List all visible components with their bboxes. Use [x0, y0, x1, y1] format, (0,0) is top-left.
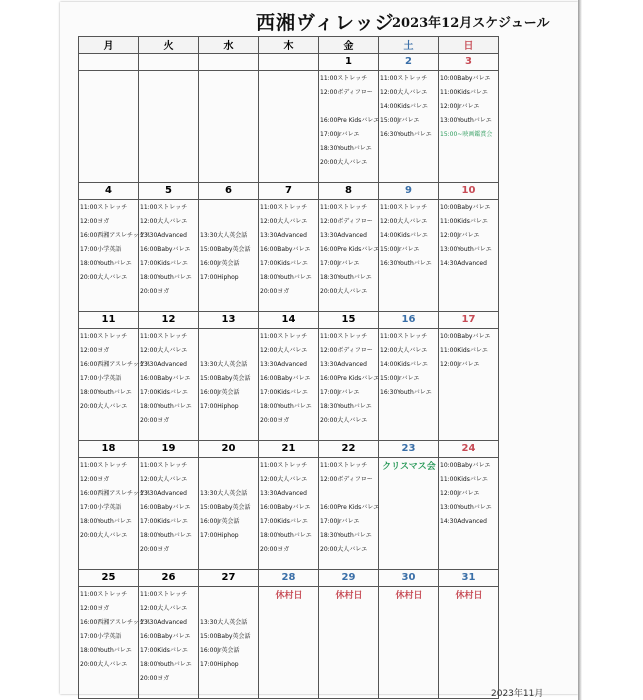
day-cell-23: [379, 458, 439, 570]
event-entry: 18:30Youthバレエ: [320, 403, 372, 410]
event-entry: 17:00小学英語: [80, 375, 122, 382]
event-entry: 16:00Babyバレエ: [140, 633, 191, 640]
day-number: 4: [79, 183, 139, 200]
event-entry: 12:00ボディフロー: [320, 89, 373, 96]
weekday-wed: 水: [199, 37, 259, 54]
day-cell-21: [259, 458, 319, 570]
event-entry: 16:00Pre Kidsバレエ: [320, 504, 380, 511]
event-entry: 13:30大人英会話: [200, 361, 248, 368]
day-cell-22: [319, 458, 379, 570]
event-entry: 16:00Babyバレエ: [260, 246, 311, 253]
day-cell-11: [79, 329, 151, 441]
day-events: [319, 458, 378, 569]
day-events: [439, 458, 498, 569]
event-entry: 20:00ヨガ: [260, 417, 290, 424]
day-cell-2: [379, 71, 439, 183]
event-entry: 16:00Babyバレエ: [140, 375, 191, 382]
day-number: [139, 54, 199, 71]
event-entry: 20:00ヨガ: [140, 417, 170, 424]
day-number: [79, 54, 139, 71]
event-entry: 16:00Pre Kidsバレエ: [320, 375, 380, 382]
day-number: 27: [199, 570, 259, 587]
event-entry: 16:30Youthバレエ: [380, 389, 432, 396]
event-entry: 12:00大人バレエ: [260, 347, 308, 354]
event-entry: 11:00Kidsバレエ: [440, 218, 488, 225]
event-entry: 11:00ストレッチ: [140, 204, 188, 211]
day-cell-8: [319, 200, 379, 312]
day-number: 30: [379, 570, 439, 587]
footer-date: 2023年11月: [491, 689, 544, 699]
weekday-thu: 木: [259, 37, 319, 54]
event-entry: 15:00~映画鑑賞会: [440, 131, 493, 138]
event-entry: 13:30Advanced: [140, 232, 187, 239]
event-entry: 18:00Youthバレエ: [260, 274, 312, 281]
day-events: [319, 71, 378, 182]
day-number: 26: [139, 570, 199, 587]
event-entry: 12:00大人バレエ: [380, 218, 428, 225]
day-cell-25: [79, 587, 151, 699]
event-entry: 20:00大人バレエ: [320, 288, 368, 295]
day-cell-13: [199, 329, 259, 441]
closed-day-label: 休村日: [335, 591, 363, 601]
event-entry: 15:00Baby英会話: [200, 375, 251, 382]
event-entry: [200, 473, 258, 487]
event-entry: 15:00Baby英会話: [200, 246, 251, 253]
event-entry: 11:00ストレッチ: [260, 204, 308, 211]
event-entry: 13:00Youthバレエ: [440, 246, 492, 253]
event-entry: 18:30Youthバレエ: [320, 145, 372, 152]
day-cell-14: [259, 329, 319, 441]
day-number: 5: [139, 183, 199, 200]
day-cell-1: [319, 71, 379, 183]
day-events: [379, 458, 438, 569]
day-cell-19: [139, 458, 199, 570]
event-entry: 17:00Jrバレエ: [320, 389, 360, 396]
event-entry: 18:00Youthバレエ: [80, 260, 132, 267]
day-cell-17: [439, 329, 499, 441]
event-entry: 17:00Kidsバレエ: [140, 260, 188, 267]
event-entry: 20:00ヨガ: [140, 675, 170, 682]
day-number: 10: [439, 183, 499, 200]
day-cell-16: [379, 329, 439, 441]
event-entry: 12:00大人バレエ: [140, 476, 188, 483]
event-entry: 18:00Youthバレエ: [140, 532, 192, 539]
day-cell-5: [139, 200, 199, 312]
week-0-events-row: [79, 71, 499, 183]
day-cell-9: [379, 200, 439, 312]
event-entry: 16:00西湘アスレチックス: [80, 361, 151, 368]
event-entry: 11:00ストレッチ: [380, 75, 428, 82]
event-entry: 17:00Kidsバレエ: [140, 647, 188, 654]
day-events: [379, 587, 438, 698]
day-cell-30: [379, 587, 439, 699]
day-number: 14: [259, 312, 319, 329]
event-entry: 13:30Advanced: [320, 232, 367, 239]
event-entry: 11:00ストレッチ: [320, 333, 368, 340]
day-events: [319, 329, 378, 440]
day-events: [199, 71, 258, 182]
day-number: [259, 54, 319, 71]
day-number: 19: [139, 441, 199, 458]
event-entry: 13:30Advanced: [140, 490, 187, 497]
event-entry: 12:00大人バレエ: [140, 605, 188, 612]
calendar-body: [79, 54, 499, 699]
paper-edge-shadow: [578, 0, 582, 700]
event-entry: 16:00Babyバレエ: [260, 504, 311, 511]
event-entry: [200, 344, 258, 358]
event-entry: 17:00小学英語: [80, 504, 122, 511]
day-cell-3: [439, 71, 499, 183]
event-entry: 20:00大人バレエ: [80, 274, 128, 281]
event-entry: 13:30Advanced: [260, 361, 307, 368]
event-entry: 17:00小学英語: [80, 246, 122, 253]
day-cell-20: [199, 458, 259, 570]
event-entry: 11:00Kidsバレエ: [440, 476, 488, 483]
day-number: 9: [379, 183, 439, 200]
event-entry: 17:00Jrバレエ: [320, 260, 360, 267]
event-entry: 17:00Kidsバレエ: [260, 260, 308, 267]
day-events: [379, 200, 438, 311]
day-cell-27: [199, 587, 259, 699]
event-entry: 17:00小学英語: [80, 633, 122, 640]
day-events: [139, 200, 198, 311]
day-number: 15: [319, 312, 379, 329]
event-entry: 11:00ストレッチ: [320, 204, 368, 211]
event-entry: 20:00ヨガ: [140, 546, 170, 553]
event-entry: 11:00ストレッチ: [140, 462, 188, 469]
day-cell-15: [319, 329, 379, 441]
event-entry: 16:00Jr英会話: [200, 647, 240, 654]
event-entry: 18:00Youthバレエ: [260, 403, 312, 410]
event-entry: 10:00Babyバレエ: [440, 75, 491, 82]
event-entry: 12:00Jrバレエ: [440, 103, 480, 110]
day-events: [439, 200, 498, 311]
event-entry: 18:30Youthバレエ: [320, 274, 372, 281]
day-number: 16: [379, 312, 439, 329]
event-entry: 13:30Advanced: [140, 619, 187, 626]
event-entry: 13:30Advanced: [260, 490, 307, 497]
day-number: 21: [259, 441, 319, 458]
day-events: [139, 329, 198, 440]
event-entry: 16:00西湘アスレチックス: [80, 232, 151, 239]
event-entry: 12:00大人バレエ: [140, 347, 188, 354]
event-entry: 16:00Babyバレエ: [260, 375, 311, 382]
day-cell-12: [139, 329, 199, 441]
day-cell-7: [259, 200, 319, 312]
day-events: [439, 329, 498, 440]
event-entry: 11:00ストレッチ: [380, 333, 428, 340]
day-events: [139, 458, 198, 569]
day-number: [199, 54, 259, 71]
day-cell-empty: [199, 71, 259, 183]
event-entry: 15:00Jrバレエ: [380, 246, 420, 253]
event-entry: 20:00大人バレエ: [80, 403, 128, 410]
event-entry: 12:00ボディフロー: [320, 347, 373, 354]
event-entry: 17:00Jrバレエ: [320, 518, 360, 525]
event-entry: 16:00Babyバレエ: [140, 246, 191, 253]
event-entry: 16:00Jr英会話: [200, 518, 240, 525]
event-entry: 16:00Jr英会話: [200, 389, 240, 396]
day-cell-24: [439, 458, 499, 570]
day-cell-10: [439, 200, 499, 312]
event-entry: 12:00ヨガ: [80, 218, 110, 225]
event-entry: 11:00ストレッチ: [380, 204, 428, 211]
event-entry: 11:00ストレッチ: [80, 204, 128, 211]
event-entry: 11:00ストレッチ: [140, 591, 188, 598]
day-events: [319, 587, 378, 698]
event-entry: 14:30Advanced: [440, 260, 487, 267]
event-entry: 20:00大人バレエ: [80, 661, 128, 668]
event-entry: 18:00Youthバレエ: [140, 274, 192, 281]
day-events: [199, 587, 258, 698]
day-events: [199, 458, 258, 569]
event-entry: 13:30Advanced: [140, 361, 187, 368]
event-entry: 11:00ストレッチ: [320, 75, 368, 82]
weekday-header-row: [79, 37, 499, 54]
day-cell-28: [259, 587, 319, 699]
event-entry: 16:00Jr英会話: [200, 260, 240, 267]
day-number: 2: [379, 54, 439, 71]
event-entry: 16:00西湘アスレチックス: [80, 490, 151, 497]
event-entry: 10:00Babyバレエ: [440, 204, 491, 211]
event-entry: 13:30大人英会話: [200, 232, 248, 239]
event-entry: 14:00Kidsバレエ: [380, 103, 428, 110]
page-subtitle: 2023年12月スケジュール: [392, 16, 550, 31]
day-events: [139, 587, 198, 698]
event-entry: 13:30大人英会話: [200, 619, 248, 626]
event-entry: 20:00大人バレエ: [80, 532, 128, 539]
event-entry: 12:00大人バレエ: [260, 476, 308, 483]
day-number: 13: [199, 312, 259, 329]
weekday-tue: 火: [139, 37, 199, 54]
closed-day-label: 休村日: [275, 591, 303, 601]
event-entry: 16:00西湘アスレチックス: [80, 619, 151, 626]
day-cell-29: [319, 587, 379, 699]
event-entry: 18:00Youthバレエ: [140, 661, 192, 668]
day-number: 18: [79, 441, 139, 458]
event-entry: 15:00Jrバレエ: [380, 117, 420, 124]
day-events: [139, 71, 198, 182]
day-number: 25: [79, 570, 139, 587]
event-entry: 12:00ヨガ: [80, 605, 110, 612]
event-entry: 14:00Kidsバレエ: [380, 232, 428, 239]
event-entry: 17:00Jrバレエ: [320, 131, 360, 138]
event-entry: 16:00Pre Kidsバレエ: [320, 117, 380, 124]
day-cell-31: [439, 587, 499, 699]
day-cell-empty: [259, 71, 319, 183]
day-events: [79, 458, 151, 569]
event-entry: 18:00Youthバレエ: [80, 389, 132, 396]
event-entry: 16:00Pre Kidsバレエ: [320, 246, 380, 253]
event-entry: 11:00Kidsバレエ: [440, 347, 488, 354]
weekday-sat: 土: [379, 37, 439, 54]
day-events: [79, 71, 138, 182]
event-entry: 13:00Youthバレエ: [440, 504, 492, 511]
day-cell-18: [79, 458, 151, 570]
event-entry: 20:00大人バレエ: [320, 159, 368, 166]
event-entry: 11:00ストレッチ: [140, 333, 188, 340]
event-entry: 13:00Youthバレエ: [440, 117, 492, 124]
day-events: [199, 200, 258, 311]
event-entry: 13:30大人英会話: [200, 490, 248, 497]
day-cell-26: [139, 587, 199, 699]
day-events: [199, 329, 258, 440]
day-number: 6: [199, 183, 259, 200]
day-events: [259, 200, 318, 311]
event-entry: [320, 100, 378, 114]
event-entry: 13:30Advanced: [260, 232, 307, 239]
event-entry: [200, 201, 258, 215]
event-entry: 11:00ストレッチ: [260, 333, 308, 340]
day-number: 3: [439, 54, 499, 71]
event-entry: 17:00Hiphop: [200, 532, 239, 539]
event-entry: 12:00Jrバレエ: [440, 232, 480, 239]
day-cell-6: [199, 200, 259, 312]
event-entry: 16:00Babyバレエ: [140, 504, 191, 511]
event-entry: 12:00大人バレエ: [380, 347, 428, 354]
event-entry: 18:00Youthバレエ: [140, 403, 192, 410]
event-entry: 12:00ヨガ: [80, 476, 110, 483]
day-events: [259, 587, 318, 698]
weekday-fri: 金: [319, 37, 379, 54]
event-entry: 12:00大人バレエ: [140, 218, 188, 225]
event-entry: 15:00Jrバレエ: [380, 375, 420, 382]
event-entry: 12:00ボディフロー: [320, 218, 373, 225]
event-entry: [200, 330, 258, 344]
event-entry: 17:00Kidsバレエ: [260, 518, 308, 525]
event-entry: 12:00ボディフロー: [320, 476, 373, 483]
event-entry: 14:00Kidsバレエ: [380, 361, 428, 368]
day-events: [79, 329, 151, 440]
day-events: [439, 587, 498, 698]
day-events: [379, 71, 438, 182]
event-entry: 20:00大人バレエ: [320, 417, 368, 424]
event-entry: 16:30Youthバレエ: [380, 131, 432, 138]
day-events: [79, 587, 151, 698]
day-number: 20: [199, 441, 259, 458]
closed-day-label: 休村日: [395, 591, 423, 601]
week-3-events-row: [79, 458, 499, 570]
day-number: 28: [259, 570, 319, 587]
event-entry: 17:00Hiphop: [200, 403, 239, 410]
day-number: 1: [319, 54, 379, 71]
day-number: 29: [319, 570, 379, 587]
event-entry: 20:00ヨガ: [260, 546, 290, 553]
week-1-daynum-row: [79, 183, 499, 200]
event-entry: [320, 487, 378, 501]
event-entry: 12:00大人バレエ: [260, 218, 308, 225]
event-entry: 17:00Kidsバレエ: [140, 518, 188, 525]
event-entry: 11:00ストレッチ: [80, 591, 128, 598]
event-entry: 18:00Youthバレエ: [260, 532, 312, 539]
event-entry: 20:00大人バレエ: [320, 546, 368, 553]
event-entry: 18:00Youthバレエ: [80, 647, 132, 654]
day-number: 11: [79, 312, 139, 329]
day-events: [319, 200, 378, 311]
day-number: 23: [379, 441, 439, 458]
day-events: [379, 329, 438, 440]
weekday-sun: 日: [439, 37, 499, 54]
event-entry: 10:00Babyバレエ: [440, 462, 491, 469]
calendar-table: [78, 36, 499, 699]
page-title: 西湘ヴィレッジ: [256, 12, 395, 34]
day-number: 17: [439, 312, 499, 329]
day-number: 22: [319, 441, 379, 458]
closed-day-label: 休村日: [455, 591, 483, 601]
event-entry: 16:30Youthバレエ: [380, 260, 432, 267]
event-entry: [200, 602, 258, 616]
day-number: 31: [439, 570, 499, 587]
event-entry: 11:00ストレッチ: [260, 462, 308, 469]
event-entry: 12:00ヨガ: [80, 347, 110, 354]
weekday-mon: 月: [79, 37, 139, 54]
day-events: [259, 71, 318, 182]
week-2-events-row: [79, 329, 499, 441]
day-number: 7: [259, 183, 319, 200]
event-entry: 12:00Jrバレエ: [440, 361, 480, 368]
event-entry: 17:00Hiphop: [200, 274, 239, 281]
event-entry: 15:00Baby英会話: [200, 504, 251, 511]
event-entry: 10:00Babyバレエ: [440, 333, 491, 340]
week-1-events-row: [79, 200, 499, 312]
event-entry: 11:00ストレッチ: [80, 333, 128, 340]
event-entry: 13:30Advanced: [320, 361, 367, 368]
event-entry: 14:30Advanced: [440, 518, 487, 525]
week-0-daynum-row: [79, 54, 499, 71]
day-events: [259, 458, 318, 569]
event-entry: 12:00大人バレエ: [380, 89, 428, 96]
day-cell-empty: [79, 71, 139, 183]
event-entry: 17:00Kidsバレエ: [140, 389, 188, 396]
event-entry: 20:00ヨガ: [260, 288, 290, 295]
event-entry: 18:00Youthバレエ: [80, 518, 132, 525]
event-entry: [200, 215, 258, 229]
day-number: 8: [319, 183, 379, 200]
day-events: [79, 200, 151, 311]
day-events: [259, 329, 318, 440]
day-cell-4: [79, 200, 151, 312]
event-entry: [200, 459, 258, 473]
event-entry: 18:30Youthバレエ: [320, 532, 372, 539]
day-cell-empty: [139, 71, 199, 183]
event-entry: 15:00Baby英会話: [200, 633, 251, 640]
christmas-party-label: クリスマス会: [382, 462, 436, 472]
day-number: 12: [139, 312, 199, 329]
event-entry: 11:00ストレッチ: [80, 462, 128, 469]
event-entry: 11:00ストレッチ: [320, 462, 368, 469]
week-3-daynum-row: [79, 441, 499, 458]
day-number: 24: [439, 441, 499, 458]
event-entry: [200, 588, 258, 602]
event-entry: 12:00Jrバレエ: [440, 490, 480, 497]
week-4-daynum-row: [79, 570, 499, 587]
event-entry: 17:00Hiphop: [200, 661, 239, 668]
event-entry: 20:00ヨガ: [140, 288, 170, 295]
day-events: [439, 71, 498, 182]
week-4-events-row: [79, 587, 499, 699]
event-entry: 11:00Kidsバレエ: [440, 89, 488, 96]
week-2-daynum-row: [79, 312, 499, 329]
event-entry: 17:00Kidsバレエ: [260, 389, 308, 396]
